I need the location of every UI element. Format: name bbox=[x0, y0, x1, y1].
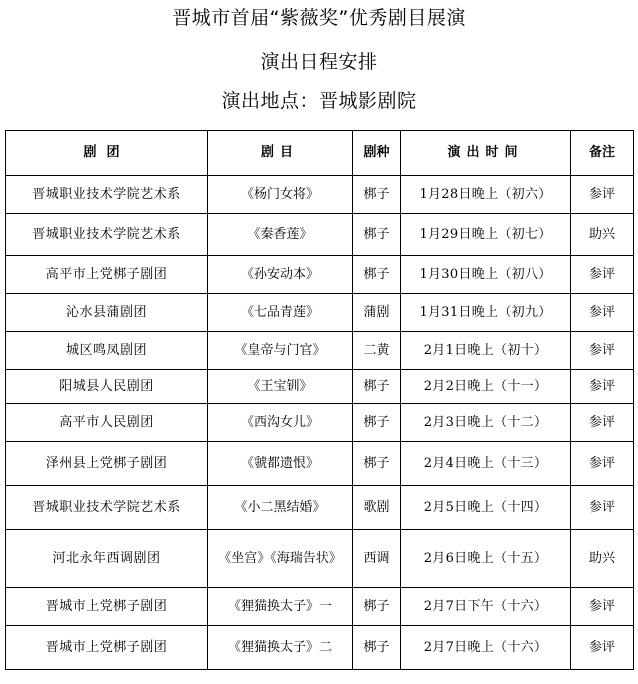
play-title: 《杨门女将》 bbox=[208, 176, 353, 214]
column-header-troupe: 剧团 bbox=[6, 131, 208, 176]
opera-genre: 梆子 bbox=[353, 588, 401, 626]
troupe-name: 泽州县上党梆子剧团 bbox=[6, 442, 208, 486]
troupe-name: 高平市人民剧团 bbox=[6, 404, 208, 442]
remark: 参评 bbox=[571, 176, 634, 214]
table-row bbox=[6, 530, 634, 588]
table-header-row bbox=[6, 131, 634, 176]
performance-time: 1月29日晚上（初七） bbox=[401, 214, 571, 256]
performance-time: 2月5日晚上（十四） bbox=[401, 486, 571, 530]
table-row bbox=[6, 332, 634, 370]
column-header-play: 剧目 bbox=[208, 131, 353, 176]
performance-time: 2月4日晚上（十三） bbox=[401, 442, 571, 486]
remark: 助兴 bbox=[571, 214, 634, 256]
remark: 参评 bbox=[571, 486, 634, 530]
performance-time: 2月1日晚上（初十） bbox=[401, 332, 571, 370]
table-row bbox=[6, 588, 634, 626]
performance-time: 1月30日晚上（初八） bbox=[401, 256, 571, 294]
table-row bbox=[6, 176, 634, 214]
table-row bbox=[6, 256, 634, 294]
play-title: 《狸猫换太子》二 bbox=[208, 626, 353, 670]
remark: 参评 bbox=[571, 588, 634, 626]
schedule-table bbox=[5, 130, 634, 670]
opera-genre: 歌剧 bbox=[353, 486, 401, 530]
performance-time: 2月6日晚上（十五） bbox=[401, 530, 571, 588]
performance-time: 2月3日晚上（十二） bbox=[401, 404, 571, 442]
table-row bbox=[6, 214, 634, 256]
column-header-time: 演出时间 bbox=[401, 131, 571, 176]
troupe-name: 城区鸣凤剧团 bbox=[6, 332, 208, 370]
table-row bbox=[6, 370, 634, 404]
opera-genre: 二黄 bbox=[353, 332, 401, 370]
troupe-name: 晋城职业技术学院艺术系 bbox=[6, 486, 208, 530]
opera-genre: 梆子 bbox=[353, 404, 401, 442]
column-header-genre: 剧种 bbox=[353, 131, 401, 176]
play-title: 《小二黑结婚》 bbox=[208, 486, 353, 530]
page-subtitle: 演出日程安排 bbox=[260, 51, 378, 73]
play-title: 《孙安动本》 bbox=[208, 256, 353, 294]
play-title: 《狸猫换太子》一 bbox=[208, 588, 353, 626]
venue-line: 演出地点：晋城影剧院 bbox=[221, 90, 417, 112]
table-row bbox=[6, 626, 634, 670]
play-title: 《秦香莲》 bbox=[208, 214, 353, 256]
troupe-name: 晋城市上党梆子剧团 bbox=[6, 626, 208, 670]
table-row bbox=[6, 442, 634, 486]
troupe-name: 沁水县蒲剧团 bbox=[6, 294, 208, 332]
remark: 参评 bbox=[571, 256, 634, 294]
opera-genre: 西调 bbox=[353, 530, 401, 588]
troupe-name: 晋城职业技术学院艺术系 bbox=[6, 214, 208, 256]
opera-genre: 梆子 bbox=[353, 626, 401, 670]
troupe-name: 高平市上党梆子剧团 bbox=[6, 256, 208, 294]
play-title: 《七品青莲》 bbox=[208, 294, 353, 332]
page-title: 晋城市首届“紫薇奖”优秀剧目展演 bbox=[172, 7, 466, 29]
performance-time: 1月28日晚上（初六） bbox=[401, 176, 571, 214]
remark: 参评 bbox=[571, 442, 634, 486]
play-title: 《坐宫》《海瑞告状》 bbox=[208, 530, 353, 588]
opera-genre: 梆子 bbox=[353, 370, 401, 404]
performance-time: 1月31日晚上（初九） bbox=[401, 294, 571, 332]
play-title: 《皇帝与门官》 bbox=[208, 332, 353, 370]
remark: 参评 bbox=[571, 404, 634, 442]
troupe-name: 晋城职业技术学院艺术系 bbox=[6, 176, 208, 214]
performance-time: 2月7日晚上（十六） bbox=[401, 626, 571, 670]
performance-time: 2月2日晚上（十一） bbox=[401, 370, 571, 404]
play-title: 《西沟女儿》 bbox=[208, 404, 353, 442]
opera-genre: 梆子 bbox=[353, 176, 401, 214]
table-row bbox=[6, 486, 634, 530]
opera-genre: 梆子 bbox=[353, 256, 401, 294]
opera-genre: 梆子 bbox=[353, 442, 401, 486]
troupe-name: 河北永年西调剧团 bbox=[6, 530, 208, 588]
column-header-note: 备注 bbox=[571, 131, 634, 176]
table-body bbox=[6, 176, 634, 670]
table-row bbox=[6, 404, 634, 442]
troupe-name: 阳城县人民剧团 bbox=[6, 370, 208, 404]
table-row bbox=[6, 294, 634, 332]
remark: 助兴 bbox=[571, 530, 634, 588]
play-title: 《虢都遗恨》 bbox=[208, 442, 353, 486]
opera-genre: 梆子 bbox=[353, 214, 401, 256]
remark: 参评 bbox=[571, 294, 634, 332]
opera-genre: 蒲剧 bbox=[353, 294, 401, 332]
remark: 参评 bbox=[571, 626, 634, 670]
performance-time: 2月7日下午（十六） bbox=[401, 588, 571, 626]
remark: 参评 bbox=[571, 332, 634, 370]
remark: 参评 bbox=[571, 370, 634, 404]
play-title: 《王宝钏》 bbox=[208, 370, 353, 404]
troupe-name: 晋城市上党梆子剧团 bbox=[6, 588, 208, 626]
